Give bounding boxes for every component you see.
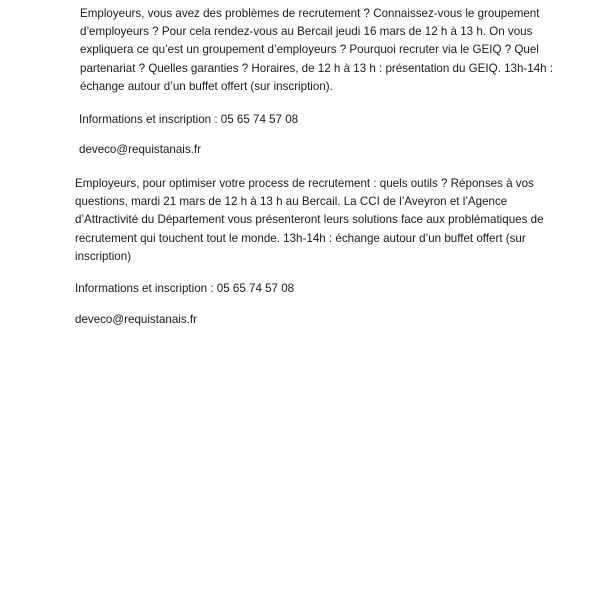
- text-line: d’employeurs ? Pour cela rendez-vous au Bercail jeudi 16 mars de 12 h à 13 h. On vous: [80, 25, 533, 39]
- event-2-contact-phone: [75, 280, 294, 298]
- event-1-contact-email: [79, 141, 201, 159]
- text-line: recrutement qui touchent tout le monde. 13h-14h : échange autour d’un buffet offert (sur: [75, 231, 526, 245]
- text-line: questions, mardi 21 mars de 12 h à 13 h au Bercail. La CCI de l’Aveyron et l’Agence: [75, 195, 508, 209]
- text-line: deveco@requistanais.fr: [75, 313, 197, 326]
- text-line: échange autour d’un buffet offert (sur inscription).: [80, 79, 333, 93]
- text-line: Informations et inscription : 05 65 74 57 08: [75, 282, 295, 295]
- event-1-description: [80, 5, 553, 96]
- text-line: inscription): [75, 249, 132, 263]
- event-1-contact-phone: [79, 111, 298, 129]
- text-line: Employeurs, pour optimiser votre process de recrutement : quels outils ? Réponses à vos: [75, 177, 534, 190]
- event-2-contact-email: [75, 311, 197, 329]
- text-line: partenariat ? Quelles garanties ? Horaires, de 12 h à 13 h : présentation du GEIQ. 13h-14h :: [80, 61, 554, 75]
- event-2-description: [75, 175, 544, 266]
- text-line: Employeurs, vous avez des problèmes de recrutement ? Connaissez-vous le groupement: [80, 7, 540, 20]
- text-line: expliquera ce qu’est un groupement d’employeurs ? Pourquoi recruter via le GEIQ ? Quel: [80, 43, 539, 57]
- text-line: deveco@requistanais.fr: [79, 143, 201, 156]
- text-line: Informations et inscription : 05 65 74 57 08: [79, 113, 299, 126]
- text-line: d’Attractivité du Département vous présenteront leurs solutions face aux problématiques de: [75, 213, 544, 227]
